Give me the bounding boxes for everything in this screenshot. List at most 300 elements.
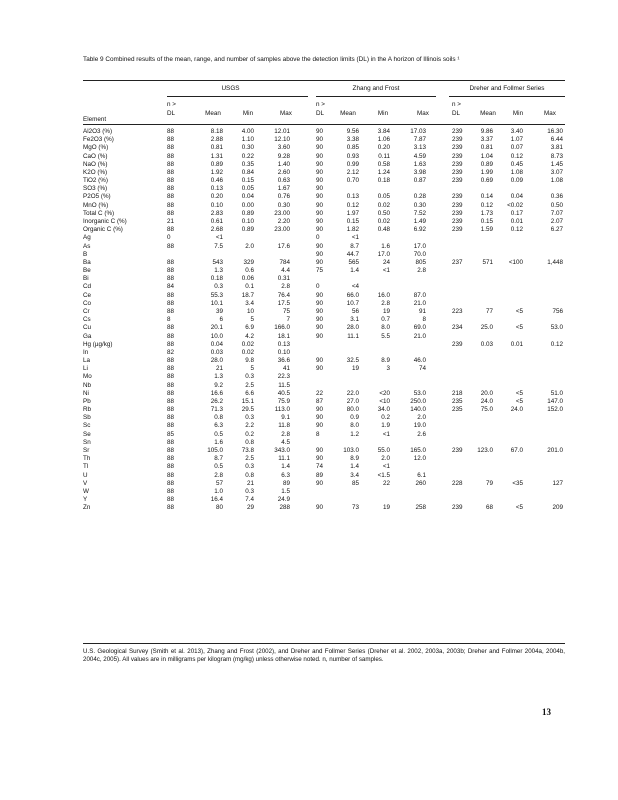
usgs-mean-cell: 105.0 [207, 447, 223, 455]
zhang-max-cell: 87.0 [413, 291, 426, 299]
usgs-mean-cell: 1.31 [210, 152, 223, 160]
zhang-dl-header: DL [316, 110, 325, 117]
usgs-max-cell: 1.5 [281, 487, 290, 495]
dreher-dl-cell: 239 [452, 226, 463, 234]
usgs-mean-cell: 2.68 [210, 226, 223, 234]
dreher-max-cell: 1.08 [550, 177, 563, 185]
usgs-mean-cell: 0.89 [210, 160, 223, 168]
usgs-min-cell: 0.84 [241, 168, 254, 176]
usgs-mean-cell: 10.1 [210, 299, 223, 307]
dreher-max-cell: 8.73 [550, 152, 563, 160]
usgs-dl-cell: 88 [167, 209, 175, 217]
element-cell: CaO (%) [83, 152, 108, 160]
dreher-mean-cell: 0.14 [480, 193, 493, 201]
usgs-dl-header: DL [167, 110, 176, 117]
usgs-mean-cell: 57 [215, 479, 223, 487]
zhang-dl-cell: 75 [316, 267, 324, 275]
usgs-max-cell: 24.9 [277, 496, 290, 504]
usgs-min-cell: 0.89 [241, 209, 254, 217]
zhang-mean-cell: 103.0 [343, 447, 359, 455]
zhang-max-cell: 140.0 [410, 406, 426, 414]
usgs-max-cell: 0.10 [277, 348, 290, 356]
usgs-mean-cell: 1.3 [214, 373, 223, 381]
dreher-min-cell: 0.17 [510, 209, 523, 217]
usgs-dl-cell: 88 [167, 307, 175, 315]
zhang-mean-cell: 1.82 [346, 226, 359, 234]
element-cell: NaO (%) [83, 160, 108, 168]
usgs-mean-cell: 0.81 [210, 144, 223, 152]
dreher-mean-cell: 1.99 [480, 168, 493, 176]
usgs-mean-cell: 71.3 [210, 406, 223, 414]
zhang-mean-cell: 8.9 [350, 455, 359, 463]
usgs-min-cell: 73.8 [241, 447, 254, 455]
dreher-min-cell: 1.08 [510, 168, 523, 176]
group-zhang: Zhang and Frost [352, 85, 400, 92]
usgs-dl-cell: 88 [167, 332, 175, 340]
dreher-min-cell: 24.0 [510, 406, 523, 414]
dreher-min-cell: <0.02 [507, 201, 523, 209]
usgs-dl-cell: 88 [167, 185, 175, 193]
usgs-min-cell: 0.10 [241, 217, 254, 225]
usgs-dl-cell: 88 [167, 160, 175, 168]
zhang-mean-cell: 22.0 [346, 389, 359, 397]
zhang-dl-cell: 90 [316, 307, 324, 315]
usgs-dl-cell: 88 [167, 193, 175, 201]
usgs-mean-cell: 0.18 [210, 275, 223, 283]
dreher-max-header: Max [544, 110, 556, 117]
usgs-mean-cell: 6.3 [214, 422, 223, 430]
usgs-mean-cell: 80 [215, 504, 223, 512]
dreher-dl-cell: 239 [452, 168, 463, 176]
dreher-max-cell: 201.0 [547, 447, 563, 455]
dreher-dl-cell: 239 [452, 136, 463, 144]
usgs-mean-cell: 26.2 [210, 397, 223, 405]
usgs-min-cell: 6.9 [245, 324, 254, 332]
zhang-max-cell: 3.98 [413, 168, 426, 176]
usgs-min-cell: 0.30 [241, 144, 254, 152]
zhang-dl-cell: 90 [316, 144, 324, 152]
dreher-min-cell: <5 [515, 389, 523, 397]
element-cell: V [83, 479, 88, 487]
zhang-max-cell: 12.0 [413, 455, 426, 463]
dreher-max-cell: 756 [552, 307, 563, 315]
usgs-dl-cell: 82 [167, 348, 175, 356]
zhang-dl-cell: 90 [316, 406, 324, 414]
dreher-mean-cell: 25.0 [480, 324, 493, 332]
zhang-max-cell: 4.59 [413, 152, 426, 160]
zhang-min-cell: 3.84 [377, 128, 390, 135]
usgs-min-cell: 18.7 [241, 291, 254, 299]
usgs-mean-cell: 0.13 [210, 185, 223, 193]
usgs-dl-cell: 88 [167, 242, 175, 250]
usgs-mean-cell: 2.8 [214, 471, 223, 479]
usgs-dl-cell: 88 [167, 128, 175, 135]
usgs-min-cell: 0.06 [241, 275, 254, 283]
zhang-min-cell: 1.24 [377, 168, 390, 176]
usgs-dl-cell: 88 [167, 389, 175, 397]
element-cell: As [83, 242, 91, 250]
page-number: 13 [542, 707, 551, 717]
element-cell: Cu [83, 324, 92, 332]
usgs-min-cell: 3.4 [245, 299, 254, 307]
zhang-mean-cell: 0.99 [346, 160, 359, 168]
zhang-max-cell: 46.0 [413, 357, 426, 365]
zhang-min-cell: 8.9 [381, 357, 390, 365]
dreher-min-cell: 0.07 [510, 144, 523, 152]
zhang-min-cell: 16.0 [377, 291, 390, 299]
dreher-max-cell: 1.45 [550, 160, 563, 168]
zhang-min-cell: 1.9 [381, 422, 390, 430]
zhang-min-cell: 8.0 [381, 324, 390, 332]
usgs-min-cell: 7.4 [245, 496, 254, 504]
element-cell: Ba [83, 258, 91, 266]
dreher-max-cell: 51.0 [550, 389, 563, 397]
dreher-min-cell: 0.45 [510, 160, 523, 168]
dreher-dl-cell: 239 [452, 447, 463, 455]
usgs-mean-cell: 0.46 [210, 177, 223, 185]
zhang-max-cell: 0.30 [413, 201, 426, 209]
usgs-dl-cell: 88 [167, 479, 175, 487]
dreher-mean-cell: 1.73 [480, 209, 493, 217]
dreher-max-cell: 53.0 [550, 324, 563, 332]
zhang-dl-cell: 90 [316, 185, 324, 193]
zhang-mean-cell: 11.1 [347, 332, 359, 340]
element-cell: Ce [83, 291, 92, 299]
zhang-max-cell: 805 [415, 258, 426, 266]
zhang-min-cell: <10 [379, 397, 390, 405]
usgs-dl-cell: 88 [167, 144, 175, 152]
zhang-min-cell: 17.0 [377, 250, 390, 258]
dreher-dl-cell: 234 [452, 324, 463, 332]
usgs-dl-cell: 88 [167, 357, 175, 365]
usgs-mean-cell: 9.2 [214, 381, 223, 389]
zhang-dl-cell: 90 [316, 299, 324, 307]
usgs-max-cell: 12.01 [274, 128, 290, 135]
dreher-dl-header: DL [452, 110, 461, 117]
zhang-dl-cell: 22 [316, 389, 324, 397]
group-usgs-rule [167, 96, 308, 97]
usgs-max-cell: 18.1 [277, 332, 290, 340]
zhang-mean-cell: 56 [351, 307, 359, 315]
element-cell: Pb [83, 397, 91, 405]
zhang-min-cell: 3 [386, 365, 390, 373]
zhang-dl-cell: 74 [316, 463, 324, 471]
element-cell: Cr [83, 307, 90, 315]
zhang-dl-cell: 90 [316, 226, 324, 234]
dreher-mean-cell: 0.15 [480, 217, 493, 225]
usgs-min-cell: 0.3 [245, 487, 254, 495]
dreher-max-cell: 127 [552, 479, 563, 487]
usgs-min-cell: 2.2 [245, 422, 254, 430]
zhang-mean-cell: 0.15 [346, 217, 359, 225]
dreher-dl-cell: 239 [452, 340, 463, 348]
usgs-min-cell: 0.6 [245, 267, 254, 275]
element-header: Element [83, 116, 107, 123]
zhang-max-cell: 53.0 [413, 389, 426, 397]
element-cell: Ag [83, 234, 91, 242]
dreher-min-cell: 0.12 [510, 226, 523, 234]
dreher-max-cell: 152.0 [547, 406, 563, 414]
element-cell: Be [83, 267, 91, 275]
zhang-mean-cell: 44.7 [346, 250, 359, 258]
element-cell: Sn [83, 438, 91, 446]
usgs-max-cell: 343.0 [274, 447, 290, 455]
usgs-mean-cell: 0.61 [210, 217, 223, 225]
group-dreher: Dreher and Follmer Series [469, 85, 545, 92]
zhang-max-cell: 2.8 [417, 267, 426, 275]
usgs-dl-cell: 88 [167, 324, 175, 332]
usgs-max-cell: 89 [282, 479, 290, 487]
usgs-mean-cell: 39 [215, 307, 223, 315]
dreher-mean-cell: 0.89 [480, 160, 493, 168]
zhang-dl-cell: 89 [316, 471, 324, 479]
zhang-min-cell: 0.18 [377, 177, 390, 185]
dreher-min-cell: 3.40 [510, 128, 523, 135]
zhang-mean-cell: 19 [351, 365, 359, 373]
usgs-mean-cell: 55.3 [210, 291, 223, 299]
usgs-max-cell: 166.0 [274, 324, 290, 332]
usgs-min-cell: 0.00 [241, 201, 254, 209]
usgs-mean-cell: 10.0 [210, 332, 223, 340]
usgs-mean-cell: 16.6 [210, 389, 223, 397]
zhang-mean-cell: 0.93 [346, 152, 359, 160]
usgs-dl-cell: 21 [167, 217, 175, 225]
dreher-max-cell: 2.07 [550, 217, 563, 225]
zhang-dl-cell: 90 [316, 316, 324, 324]
usgs-max-cell: 17.6 [277, 242, 290, 250]
zhang-min-cell: 0.02 [377, 201, 390, 209]
zhang-min-cell: 0.11 [378, 152, 390, 160]
zhang-max-cell: 19.0 [413, 422, 426, 430]
zhang-mean-cell: 8.0 [350, 422, 359, 430]
zhang-min-cell: 0.20 [377, 144, 390, 152]
usgs-max-cell: 76.4 [277, 291, 290, 299]
usgs-dl-cell: 88 [167, 487, 175, 495]
usgs-min-cell: 0.05 [241, 185, 254, 193]
zhang-max-header: Max [417, 110, 429, 117]
dreher-max-cell: 0.50 [550, 201, 563, 209]
zhang-dl-cell: 90 [316, 447, 324, 455]
element-cell: U [83, 471, 88, 479]
element-cell: P2O5 (%) [83, 193, 111, 201]
dreher-dl-cell: 223 [452, 307, 463, 315]
dreher-dl-cell: 239 [452, 144, 463, 152]
zhang-mean-header: Mean [340, 110, 356, 117]
zhang-min-cell: 1.06 [377, 136, 390, 144]
usgs-dl-cell: 88 [167, 373, 175, 381]
zhang-min-cell: <1 [382, 267, 390, 275]
usgs-mean-cell: 1.6 [214, 438, 223, 446]
usgs-min-cell: 2.0 [245, 242, 254, 250]
usgs-dl-cell: 88 [167, 447, 175, 455]
element-cell: Ga [83, 332, 92, 340]
element-cell: Tl [83, 463, 89, 471]
zhang-dl-cell: 90 [316, 504, 324, 512]
zhang-mean-cell: 27.0 [346, 397, 359, 405]
zhang-mean-cell: 0.9 [350, 414, 359, 422]
dreher-mean-cell: 0.69 [480, 177, 493, 185]
usgs-min-cell: 0.02 [241, 348, 254, 356]
dreher-min-cell: <100 [508, 258, 523, 266]
usgs-mean-cell: 8.7 [214, 455, 223, 463]
element-cell: W [83, 487, 89, 495]
zhang-max-cell: 165.0 [410, 447, 426, 455]
zhang-max-cell: 70.0 [413, 250, 426, 258]
table-caption: Table 9 Combined results of the mean, range, and number of samples above the detection limits (DL) in the A horizon of Illinois soils ¹ [83, 56, 460, 63]
dreher-max-cell: 3.07 [550, 168, 563, 176]
zhang-mean-cell: 0.70 [346, 177, 359, 185]
zhang-dl-cell: 90 [316, 136, 324, 144]
zhang-min-cell: 0.7 [381, 316, 390, 324]
usgs-max-cell: 11.8 [278, 422, 290, 430]
zhang-min-cell: 24 [382, 258, 390, 266]
dreher-mean-cell: 24.0 [480, 397, 493, 405]
zhang-mean-cell: 8.7 [350, 242, 359, 250]
usgs-max-cell: 75 [282, 307, 290, 315]
zhang-dl-cell: 90 [316, 357, 324, 365]
zhang-min-cell: 55.0 [377, 447, 390, 455]
dreher-mean-cell: 0.12 [480, 201, 493, 209]
element-cell: Hg (µg/kg) [83, 340, 113, 348]
usgs-min-cell: 0.89 [241, 226, 254, 234]
element-cell: Y [83, 496, 88, 504]
usgs-max-cell: 9.28 [277, 152, 290, 160]
dreher-dl-cell: 239 [452, 504, 463, 512]
usgs-mean-cell: 1.0 [214, 487, 223, 495]
dreher-dl-cell: 228 [452, 479, 463, 487]
group-usgs: USGS [221, 85, 240, 92]
element-cell: Organic C (%) [83, 226, 123, 234]
usgs-min-cell: 21 [246, 479, 254, 487]
element-cell: Nb [83, 381, 92, 389]
element-cell: Rb [83, 406, 92, 414]
zhang-min-cell: <20 [379, 389, 390, 397]
zhang-dl-cell: 90 [316, 291, 324, 299]
zhang-dl-cell: 87 [316, 397, 324, 405]
zhang-max-cell: 6.92 [413, 226, 426, 234]
usgs-min-cell: 0.8 [245, 471, 254, 479]
zhang-min-cell: 2.0 [381, 455, 390, 463]
usgs-mean-cell: 16.4 [210, 496, 223, 504]
dreher-n-header: n > [452, 101, 461, 108]
element-cell: Cs [83, 316, 91, 324]
dreher-mean-cell: 0.03 [480, 340, 493, 348]
dreher-min-cell: <5 [515, 324, 523, 332]
usgs-mean-cell: 7.5 [214, 242, 223, 250]
zhang-mean-cell: 1.4 [350, 267, 359, 275]
usgs-max-cell: 4.5 [281, 438, 290, 446]
usgs-max-cell: 6.3 [281, 471, 290, 479]
dreher-dl-cell: 239 [452, 152, 463, 160]
zhang-max-cell: 260 [415, 479, 426, 487]
usgs-dl-cell: 88 [167, 168, 175, 176]
zhang-mean-cell: 66.0 [346, 291, 359, 299]
zhang-dl-cell: 90 [316, 479, 324, 487]
usgs-max-cell: 22.3 [277, 373, 290, 381]
zhang-dl-cell: 90 [316, 324, 324, 332]
element-cell: La [83, 357, 91, 365]
zhang-max-cell: 258 [415, 504, 426, 512]
usgs-min-cell: 0.2 [245, 430, 254, 438]
zhang-dl-cell: 90 [316, 365, 324, 373]
usgs-dl-cell: 88 [167, 201, 175, 209]
dreher-min-cell: 0.04 [510, 193, 523, 201]
zhang-max-cell: 91 [418, 307, 426, 315]
zhang-min-cell: <1.5 [377, 471, 390, 479]
dreher-max-cell: 147.0 [547, 397, 563, 405]
usgs-min-cell: 4.00 [241, 128, 254, 135]
usgs-dl-cell: 88 [167, 455, 175, 463]
zhang-dl-cell: 90 [316, 217, 324, 225]
zhang-mean-cell: <4 [351, 283, 359, 291]
zhang-mean-cell: 1.2 [350, 430, 359, 438]
zhang-dl-cell: 90 [316, 414, 324, 422]
usgs-max-cell: 0.76 [277, 193, 290, 201]
zhang-dl-cell: 90 [316, 160, 324, 168]
usgs-dl-cell: 88 [167, 496, 175, 504]
zhang-min-cell: 0.05 [377, 193, 390, 201]
usgs-min-cell: 0.35 [241, 160, 254, 168]
usgs-mean-cell: 0.8 [214, 414, 223, 422]
usgs-min-cell: 0.8 [245, 438, 254, 446]
dreher-mean-cell: 68 [485, 504, 493, 512]
usgs-mean-cell: 8.18 [210, 128, 223, 135]
dreher-max-cell: 6.44 [550, 136, 563, 144]
usgs-max-cell: 2.60 [277, 168, 290, 176]
usgs-n-header: n > [167, 101, 176, 108]
usgs-dl-cell: 88 [167, 340, 175, 348]
zhang-dl-cell: 8 [316, 430, 320, 438]
usgs-min-cell: 0.04 [241, 193, 254, 201]
zhang-min-cell: 2.8 [381, 299, 390, 307]
dreher-mean-cell: 77 [485, 307, 493, 315]
zhang-max-cell: 0.28 [413, 193, 426, 201]
usgs-dl-cell: 88 [167, 406, 175, 414]
group-dreher-rule [449, 96, 565, 97]
usgs-dl-cell: 88 [167, 136, 175, 144]
zhang-max-cell: 1.63 [413, 160, 426, 168]
zhang-mean-cell: 32.5 [346, 357, 359, 365]
usgs-max-cell: 40.5 [277, 389, 290, 397]
dreher-mean-cell: 1.59 [480, 226, 493, 234]
element-cell: MgO (%) [83, 144, 109, 152]
usgs-min-cell: 29 [246, 504, 254, 512]
element-cell: B [83, 250, 88, 258]
usgs-dl-cell: 88 [167, 422, 175, 430]
zhang-mean-cell: 1.97 [346, 209, 359, 217]
usgs-max-cell: 1.40 [277, 160, 290, 168]
dreher-mean-cell: 20.0 [480, 389, 493, 397]
dreher-max-cell: 16.30 [547, 128, 563, 135]
dreher-dl-cell: 235 [452, 406, 463, 414]
element-cell: Th [83, 455, 91, 463]
usgs-dl-cell: 88 [167, 414, 175, 422]
dreher-dl-cell: 239 [452, 201, 463, 209]
usgs-mean-cell: 0.10 [210, 201, 223, 209]
zhang-min-cell: 1.6 [381, 242, 390, 250]
usgs-max-cell: 11.5 [278, 381, 290, 389]
element-cell: Zn [83, 504, 91, 512]
usgs-mean-cell: 0.3 [214, 283, 223, 291]
usgs-dl-cell: 88 [167, 267, 175, 275]
zhang-min-cell: 22 [382, 479, 390, 487]
zhang-max-cell: 21.0 [413, 299, 426, 307]
zhang-mean-cell: <1 [351, 234, 359, 242]
usgs-min-cell: 0.3 [245, 463, 254, 471]
dreher-min-header: Min [512, 110, 524, 117]
usgs-max-cell: 12.10 [274, 136, 290, 144]
dreher-mean-cell: 571 [482, 258, 493, 266]
